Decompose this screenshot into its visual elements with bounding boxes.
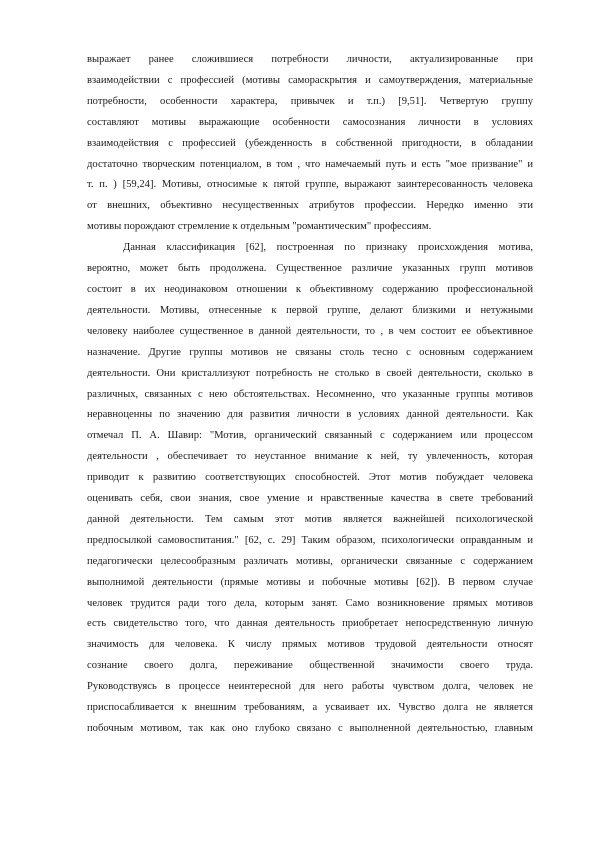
paragraph-1 <box>87 50 533 238</box>
text-line: вероятно, может быть продолжена. Существенное различие указанных групп мотивов <box>87 263 533 275</box>
text-line: неравноценны по значению для развития личности в условиях данной деятельности. Как <box>87 409 533 421</box>
text-line: значимость для человека. К числу прямых мотивов трудовой деятельности относят <box>87 639 533 651</box>
text-line: различных, связанных с нею обстоятельствах. Несомненно, что указанные группы мотивов <box>87 388 533 400</box>
text-line: человек трудится ради того дела, которым занят. Само возникновение прямых мотивов <box>87 597 533 609</box>
text-line: состоит в их неодинаковом отношении к объективному содержанию профессиональной <box>87 283 533 295</box>
text-line: мотивы порождают стремление к отдельным "романтическим" профессиям. <box>87 221 432 233</box>
text-line: взаимодействия с профессией (убежденность в собственной пригодности, в обладании <box>87 137 533 149</box>
text-line: составляют мотивы выражающие особенности самосознания личности в условиях <box>87 116 533 128</box>
text-line: Данная классификация [62], построенная по признаку происхождения мотива, <box>123 242 533 254</box>
text-line: деятельности. Они кристаллизуют потребность не столько в своей деятельности, сколько в <box>87 367 533 379</box>
text-line: приводит к развитию соответствующих способностей. Этот мотив побуждает человека <box>87 472 533 484</box>
text-line: сознание своего долга, переживание общественной значимости своего труда. <box>87 660 533 672</box>
text-line: отмечал П. А. Шавир: "Мотив, органический связанный с содержанием или процессом <box>87 430 533 442</box>
text-line: выполнимой деятельности (прямые мотивы и побочные мотивы [62]). В первом случае <box>87 576 533 588</box>
paragraph-2 <box>87 238 533 740</box>
text-line: деятельности , обеспечивает то неустанное внимание к ней, ту увлеченность, которая <box>87 451 533 463</box>
text-line: предпосылкой самовоспитания." [62, с. 29] Таким образом, психологически оправданным и <box>87 534 533 546</box>
text-line: т. п. ) [59,24]. Мотивы, относимые к пятой группе, выражают заинтересованность человека <box>87 179 533 191</box>
text-line: педагогически целесообразным различать мотивы, органически связанные с содержанием <box>87 555 533 567</box>
text-line: деятельности. Мотивы, отнесенные к первой группе, делают близкими и нетужными <box>87 304 533 316</box>
text-line: оценивать себя, свои знания, свое умение и нравственные качества в свете требований <box>87 493 533 505</box>
text-line: потребности, особенности характера, привычек и т.п.) [9,51]. Четвертую группу <box>87 95 533 107</box>
text-line: выражает ранее сложившиеся потребности личности, актуализированные при <box>87 54 533 65</box>
text-line: назначение. Другие группы мотивов не связаны столь тесно с основным содержанием <box>87 346 533 358</box>
text-line: Руководствуясь в процессе неинтересной для него работы чувством долга, человек не <box>87 681 533 693</box>
text-line: человеку наиболее существенное в данной деятельности, то , в чем состоит ее объективное <box>87 325 533 337</box>
text-line: данной деятельности. Тем самым этот мотив является важнейшей психологической <box>87 513 533 525</box>
text-line: приспосабливается к внешним требованиям, а усваивает их. Чувство долга не является <box>87 702 533 714</box>
text-line: от внешних, объективно несущественных атрибутов профессии. Нередко именно эти <box>87 200 533 212</box>
text-line: взаимодействии с профессией (мотивы самораскрытия и самоутверждения, материальные <box>87 74 533 86</box>
text-line: побочным мотивом, так как оно глубоко связано с выполненной деятельностью, главным <box>87 723 533 734</box>
text-line: есть свидетельство того, что данная деятельность приобретает непосредственную личную <box>87 618 533 630</box>
text-line: достаточно творческим потенциалом, в том , что намечаемый путь и есть "мое призвание" и <box>87 158 533 170</box>
